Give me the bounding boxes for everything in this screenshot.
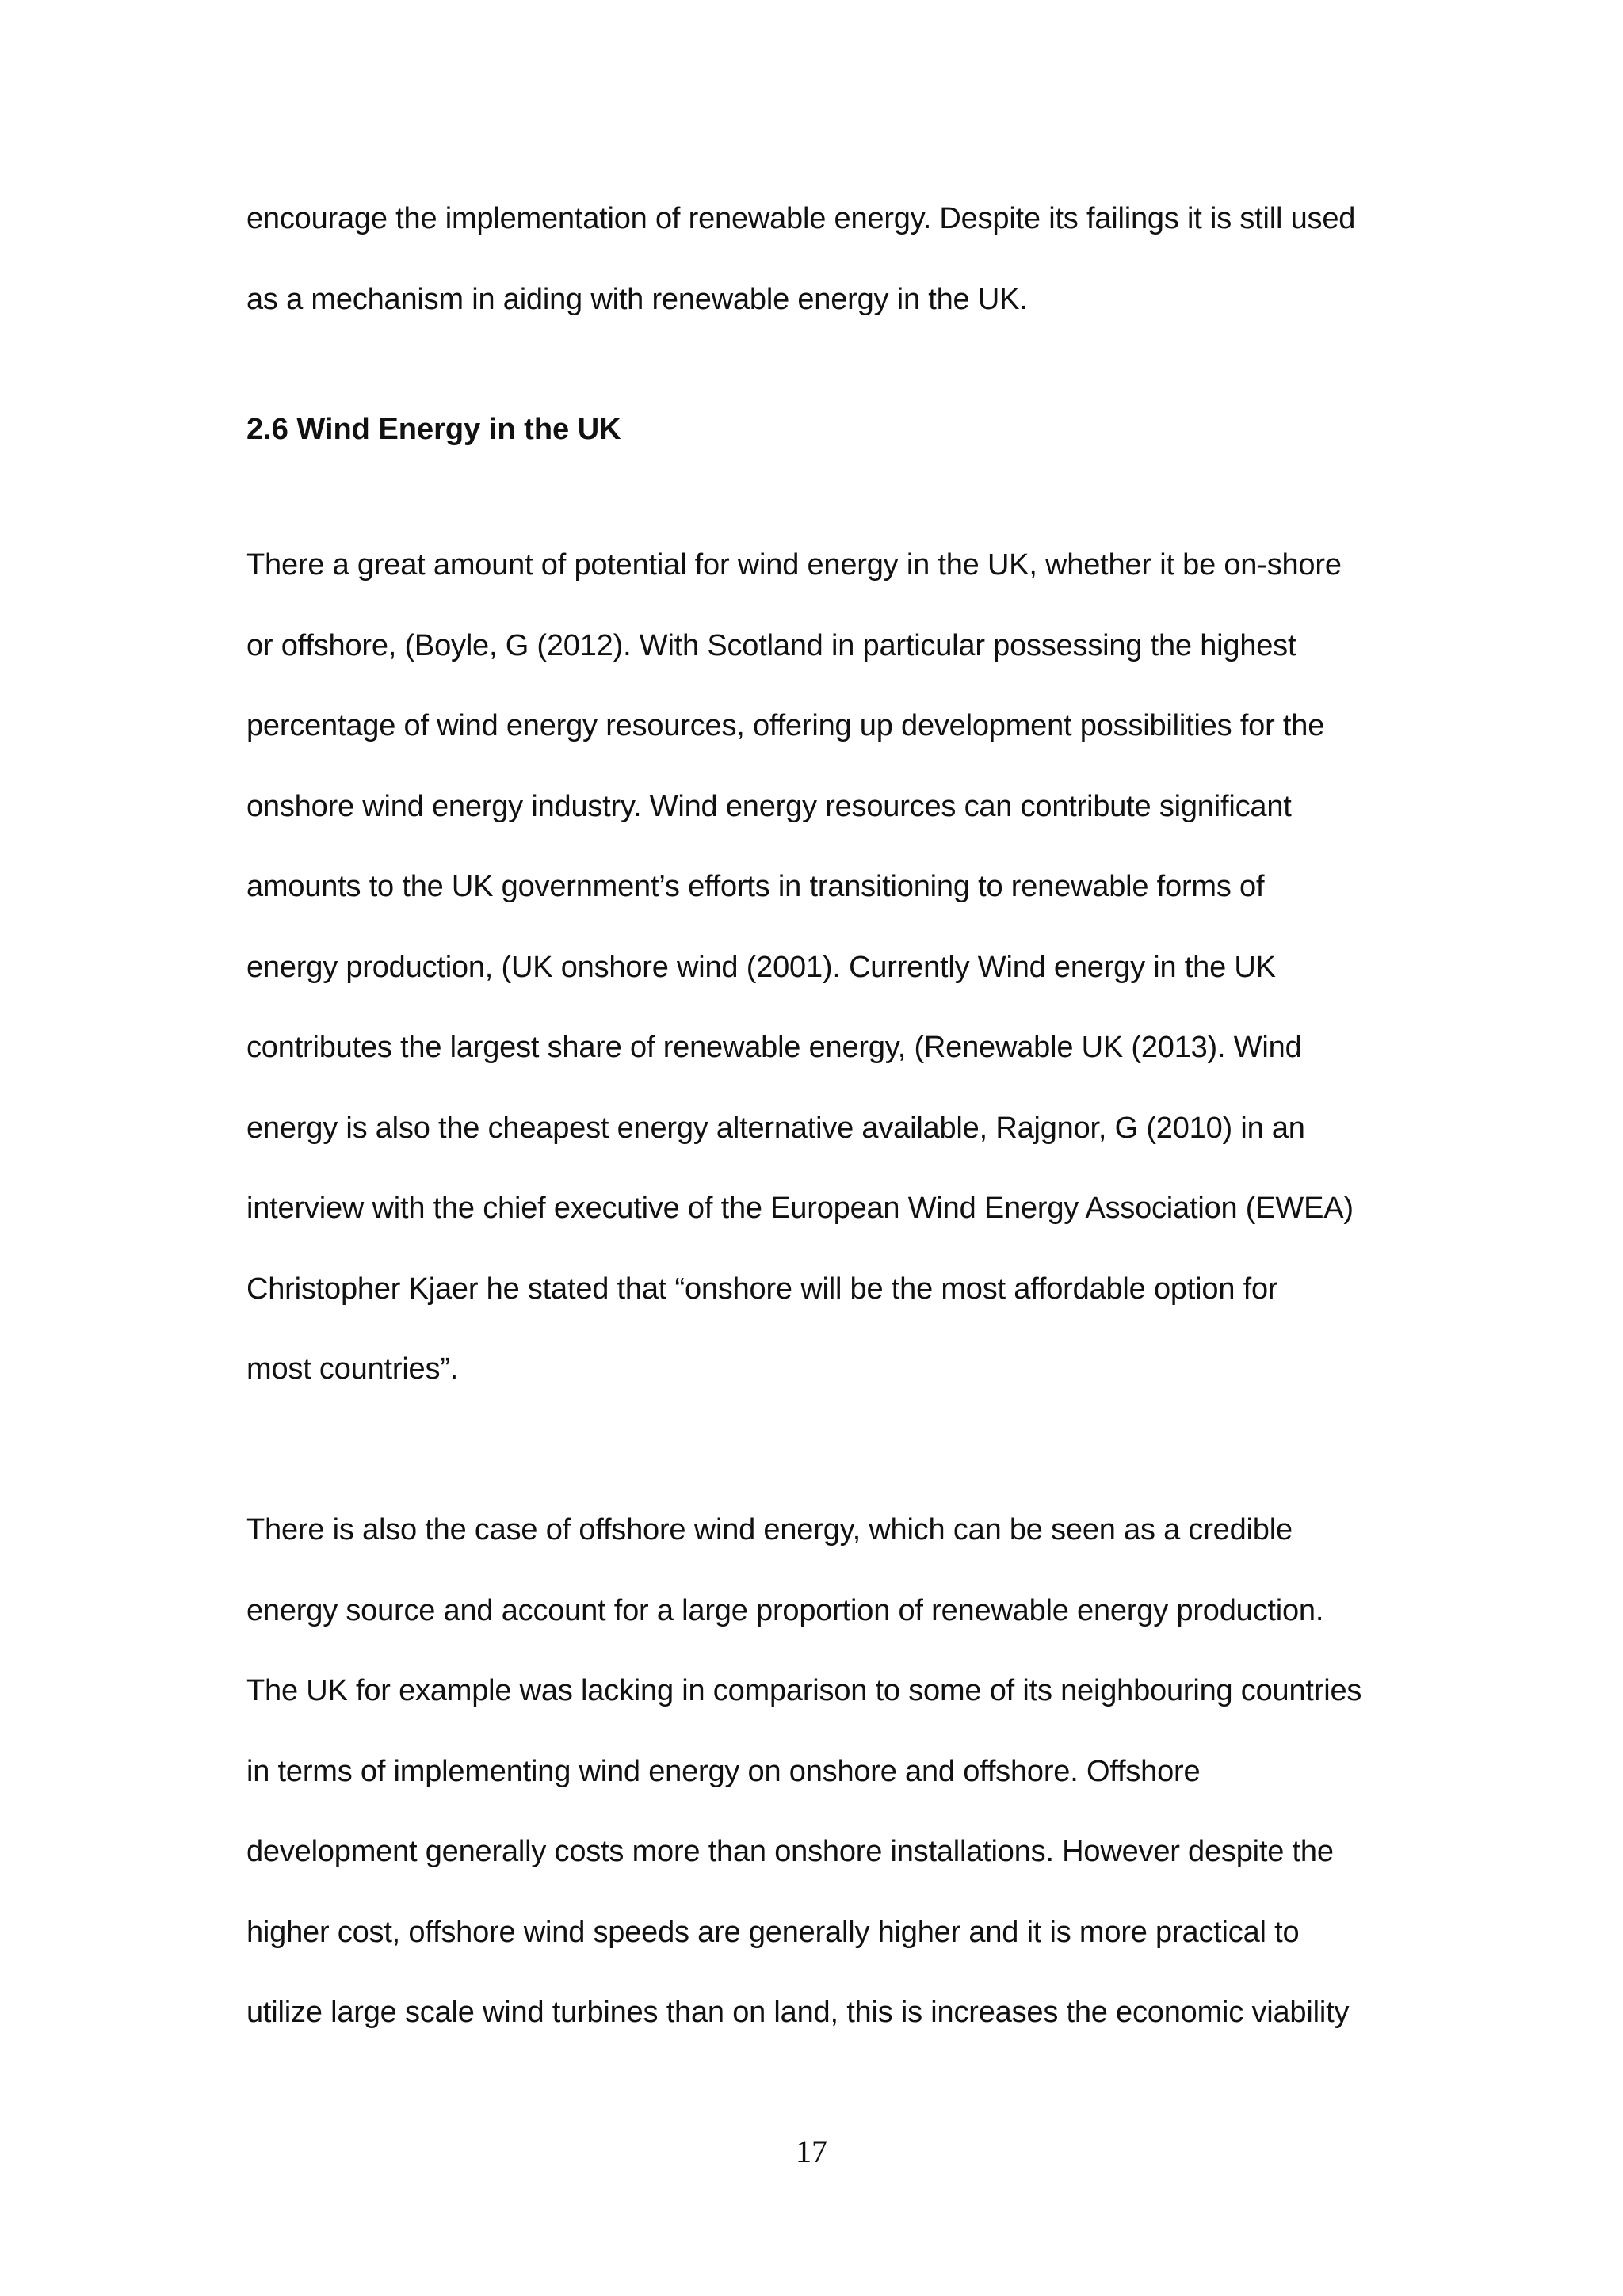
paragraph-line: amounts to the UK government’s efforts in transitioning to renewable forms of <box>246 870 1265 903</box>
page-number: 17 <box>796 2134 827 2169</box>
paragraph-line: or offshore, (Boyle, G (2012). With Scotland in particular possessing the highest <box>246 628 1296 662</box>
paragraph-line: onshore wind energy industry. Wind energy resources can contribute significant <box>246 789 1292 823</box>
paragraph-line: The UK for example was lacking in comparison to some of its neighbouring countries <box>246 1674 1362 1707</box>
paragraph-line: Christopher Kjaer he stated that “onshore will be the most affordable option for <box>246 1272 1278 1306</box>
paragraph-line: interview with the chief executive of the European Wind Energy Association (EWEA) <box>246 1192 1354 1225</box>
paragraph-line: most countries”. <box>246 1352 459 1386</box>
paragraph-line: There a great amount of potential for wind energy in the UK, whether it be on-shore <box>246 548 1342 582</box>
paragraph-line: utilize large scale wind turbines than on land, this is increases the economic viability <box>246 1996 1350 2029</box>
paragraph-line: percentage of wind energy resources, offering up development possibilities for the <box>246 709 1325 742</box>
paragraph-line: energy is also the cheapest energy alternative available, Rajgnor, G (2010) in an <box>246 1111 1305 1145</box>
paragraph-line: development generally costs more than onshore installations. However despite the <box>246 1835 1334 1868</box>
paragraph-onshore <box>246 525 1419 1410</box>
section-heading: 2.6 Wind Energy in the UK <box>246 413 621 446</box>
paragraph-line: energy source and account for a large proportion of renewable energy production. <box>246 1593 1324 1627</box>
paragraph-line: contributes the largest share of renewable energy, (Renewable UK (2013). Wind <box>246 1031 1302 1064</box>
intro-line: as a mechanism in aiding with renewable energy in the UK. <box>246 282 1028 316</box>
paragraph-line: higher cost, offshore wind speeds are generally higher and it is more practical to <box>246 1915 1300 1949</box>
paragraph-line: energy production, (UK onshore wind (2001). Currently Wind energy in the UK <box>246 950 1276 984</box>
paragraph-offshore <box>246 1490 1419 2054</box>
paragraph-line: in terms of implementing wind energy on onshore and offshore. Offshore <box>246 1754 1201 1788</box>
paragraph-line: There is also the case of offshore wind energy, which can be seen as a credible <box>246 1513 1293 1547</box>
intro-line: encourage the implementation of renewable energy. Despite its failings it is still used <box>246 202 1356 235</box>
intro-paragraph <box>246 179 1419 340</box>
